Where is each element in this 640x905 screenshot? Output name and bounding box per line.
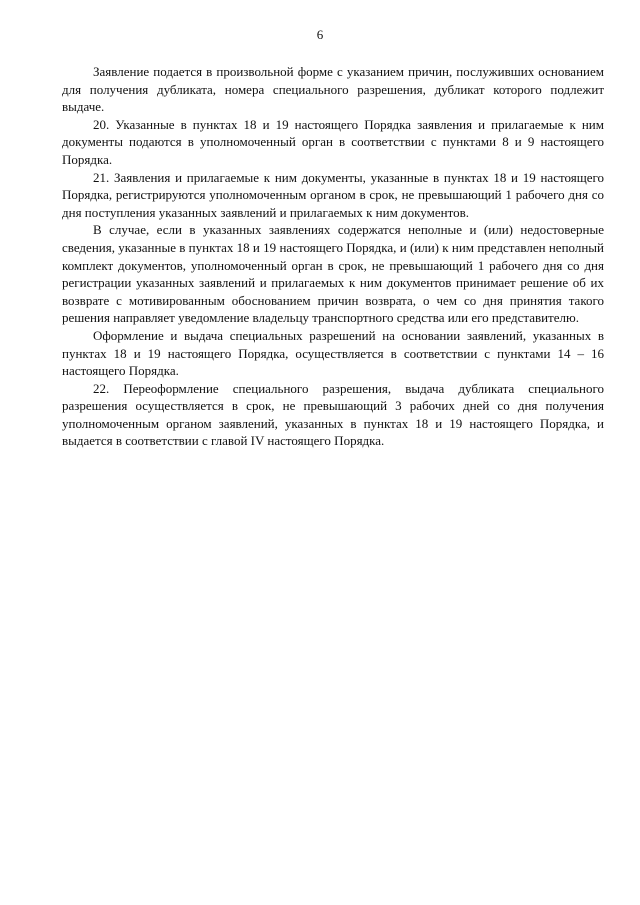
paragraph-item-21: 21. Заявления и прилагаемые к ним документы, указанные в пунктах 18 и 19 настоящего Порядка, регистрируются уполномоченным органом в срок, не превышающий 1 рабочего дня со дня поступления указанных заявлений и прилагаемых к ним документов. — [62, 169, 604, 220]
paragraph-issuance: Оформление и выдача специальных разрешений на основании заявлений, указанных в пунктах 18 и 19 настоящего Порядка, осуществляется в соответствии с пунктами 14 – 16 настоящего Порядка. — [62, 327, 604, 379]
document-body — [62, 63, 604, 450]
paragraph-return-case: В случае, если в указанных заявлениях содержатся неполные и (или) недостоверные сведения, указанные в пунктах 18 и 19 настоящего Порядка, и (или) к ним представлен неполный комплект документов, уполномоченный орган в срок, не превышающий 1 рабочего дня со дня регистрации указанных заявлений и прилагаемых к ним документов принимает решение об их возврате с мотивированным обоснованием причин возврата, о чем со дня принятия такого решения направляет уведомление владельцу транспортного средства или его представителю. — [62, 222, 604, 326]
paragraph-item-22: 22. Переоформление специального разрешения, выдача дубликата специального разрешения осуществляется в срок, не превышающий 3 рабочих дней со дня получения уполномоченным органом заявлений, указанных в пунктах 18 и 19 настоящего Порядка, и выдается в соответствии с главой IV настоящего Порядка. — [62, 380, 604, 449]
paragraph-item-20: 20. Указанные в пунктах 18 и 19 настоящего Порядка заявления и прилагаемые к ним документы подаются в уполномоченный орган в соответствии с пунктами 8 и 9 настоящего Порядка. — [62, 116, 604, 167]
page-number: 6 — [316, 27, 324, 42]
paragraph-duplicate-application: Заявление подается в произвольной форме с указанием причин, послуживших основанием для получения дубликата, номера специального разрешения, дубликат которого подлежит выдаче. — [62, 64, 604, 115]
